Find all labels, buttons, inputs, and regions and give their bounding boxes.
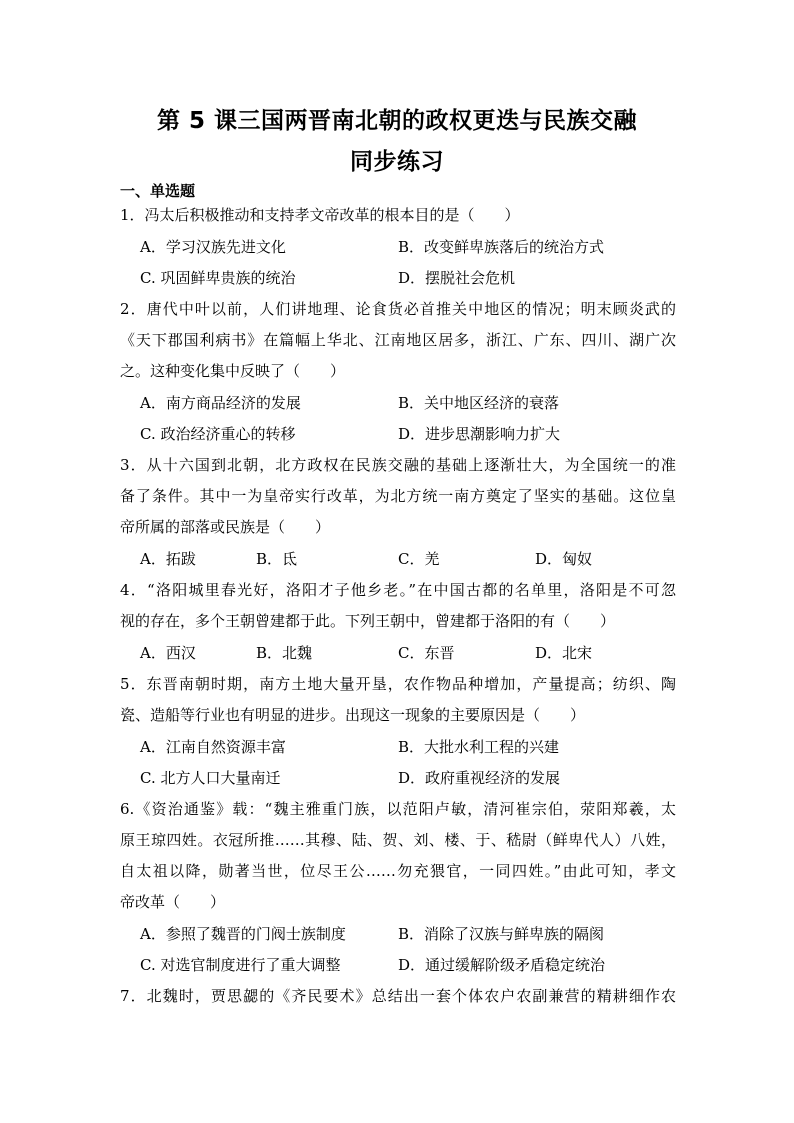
- question-6-option-b[interactable]: B．消除了汉族与鲜卑族的隔阂: [398, 925, 605, 943]
- question-2-line-3: 之。这种变化集中反映了（ ）: [120, 362, 346, 380]
- question-6-line-1: 6.《资治通鉴》载：“魏主雅重门族，以范阳卢敏，清河崔宗伯，荥阳郑羲，太: [120, 800, 676, 818]
- question-5-line-2: 瓷、造船等行业也有明显的进步。出现这一现象的主要原因是（ ）: [120, 706, 586, 724]
- question-2-option-b[interactable]: B．关中地区经济的衰落: [398, 394, 560, 412]
- question-2-option-d[interactable]: D．进步思潮影响力扩大: [398, 425, 561, 443]
- page-title: 第 5 课三国两晋南北朝的政权更迭与民族交融: [156, 108, 638, 134]
- question-6-option-a[interactable]: A．参照了魏晋的门阀士族制度: [140, 925, 346, 943]
- question-3-line-3: 帝所属的部落或民族是（ ）: [120, 518, 331, 536]
- question-1-option-c[interactable]: C. 巩固鲜卑贵族的统治: [140, 269, 296, 287]
- question-1-option-a[interactable]: A．学习汉族先进文化: [140, 238, 286, 256]
- question-5-option-d[interactable]: D．政府重视经济的发展: [398, 769, 561, 787]
- question-5-option-a[interactable]: A．江南自然资源丰富: [140, 738, 286, 756]
- question-6-line-4: 帝改革（ ）: [120, 893, 226, 911]
- question-3-line-1: 3．从十六国到北朝，北方政权在民族交融的基础上逐渐壮大，为全国统一的准: [120, 456, 676, 474]
- question-2-line-2: 《天下郡国利病书》在篇幅上华北、江南地区居多，浙江、广东、四川、湖广次: [120, 331, 676, 349]
- question-4-line-1: 4．“洛阳城里春光好，洛阳才子他乡老。”在中国古都的名单里，洛阳是不可忽: [120, 581, 676, 599]
- section-heading: 一、单选题: [120, 182, 196, 200]
- question-5-option-b[interactable]: B．大批水利工程的兴建: [398, 738, 560, 756]
- question-1-line-1: 1．冯太后积极推动和支持孝文帝改革的根本目的是（ ）: [120, 206, 520, 224]
- question-1-option-d[interactable]: D．摆脱社会危机: [398, 269, 516, 287]
- question-1-option-b[interactable]: B．改变鲜卑族落后的统治方式: [398, 238, 605, 256]
- question-5-option-c[interactable]: C. 北方人口大量南迁: [140, 769, 281, 787]
- question-6-line-2: 原王琼四姓。衣冠所推……其穆、陆、贺、刘、楼、于、嵇尉（鲜卑代人）八姓，: [120, 831, 676, 849]
- question-7-line-1: 7．北魏时，贾思勰的《齐民要术》总结出一套个体农户农副兼营的精耕细作农: [120, 987, 676, 1005]
- question-4-option-c[interactable]: C．东晋: [398, 644, 455, 662]
- question-4-option-d[interactable]: D．北宋: [535, 644, 593, 662]
- question-6-line-3: 自太祖以降，勋著当世，位尽王公……勿充猥官，一同四姓。”由此可知，孝文: [120, 862, 676, 880]
- page-subtitle: 同步练习: [350, 149, 444, 175]
- question-4-line-2: 视的存在，多个王朝曾建都于此。下列王朝中，曾建都于洛阳的有（ ）: [120, 612, 616, 630]
- question-2-option-c[interactable]: C. 政治经济重心的转移: [140, 425, 296, 443]
- question-5-line-1: 5．东晋南朝时期，南方土地大量开垦，农作物品种增加，产量提高；纺织、陶: [120, 675, 676, 693]
- question-4-option-b[interactable]: B．北魏: [256, 644, 313, 662]
- question-6-option-d[interactable]: D．通过缓解阶级矛盾稳定统治: [398, 956, 606, 974]
- question-2-option-a[interactable]: A．南方商品经济的发展: [140, 394, 301, 412]
- question-2-line-1: 2．唐代中叶以前，人们讲地理、论食货必首推关中地区的情况；明末顾炎武的: [120, 300, 676, 318]
- question-3-line-2: 备了条件。其中一为皇帝实行改革，为北方统一南方奠定了坚实的基础。这位皇: [120, 487, 676, 505]
- question-3-option-a[interactable]: A．拓跋: [140, 550, 196, 568]
- question-3-option-b[interactable]: B．氐: [256, 550, 298, 568]
- question-6-option-c[interactable]: C. 对选官制度进行了重大调整: [140, 956, 341, 974]
- question-4-option-a[interactable]: A．西汉: [140, 644, 196, 662]
- question-3-option-c[interactable]: C．羌: [398, 550, 440, 568]
- question-3-option-d[interactable]: D．匈奴: [535, 550, 593, 568]
